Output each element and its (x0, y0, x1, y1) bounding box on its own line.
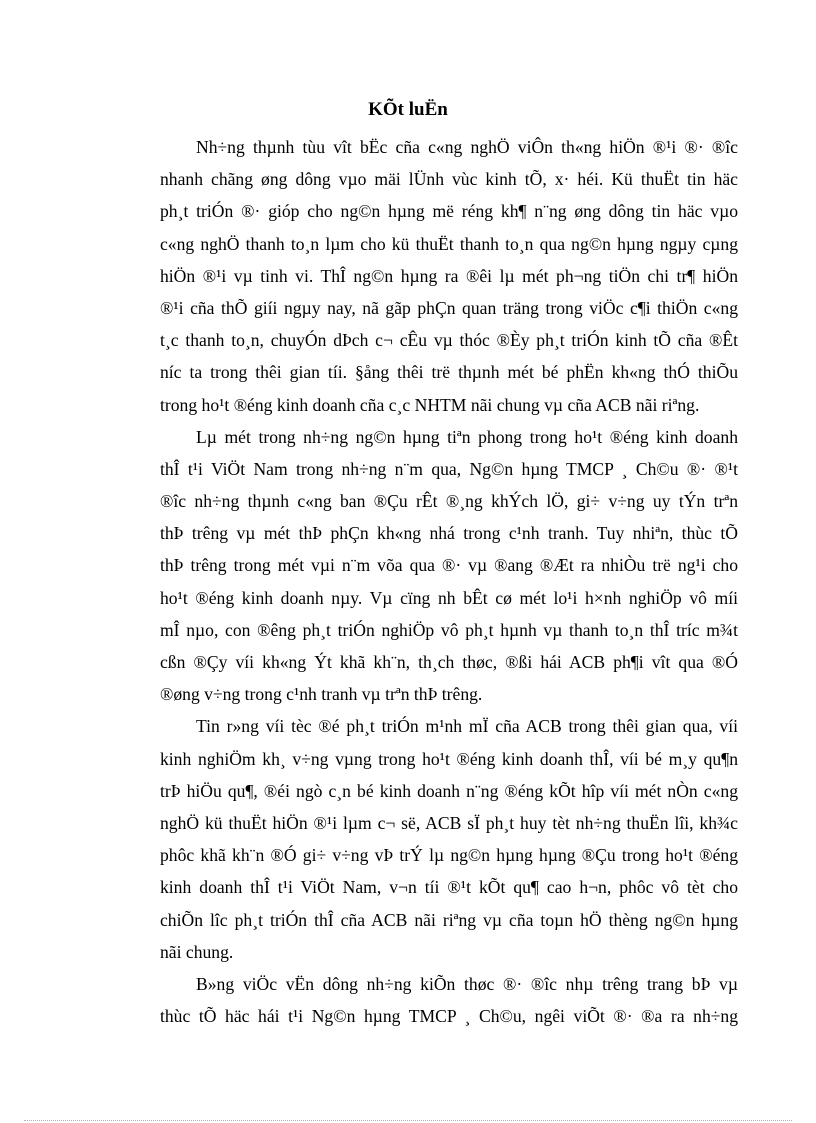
text-line: c«ng nghÖ thanh to¸n lµm cho kü thuËt thanh to¸n qua ng©n hµng ngµy cµng (160, 233, 738, 254)
paragraph-1 (160, 131, 774, 421)
text-line: B»ng viÖc vËn dông nh÷ng kiÕn thøc ®· ®îc nhµ trêng trang bÞ vµ (196, 973, 738, 994)
text-line: chiÕn lîc ph¸t triÓn thÎ cña ACB nãi riªng vµ cña toµn hÖ thèng ng©n hµng (160, 909, 738, 930)
paragraph-4 (160, 968, 774, 1032)
text-line: ®øng v÷ng trong c¹nh tranh vµ trªn thÞ trêng. (160, 684, 483, 705)
document-body (160, 131, 774, 1032)
paragraph-3 (160, 710, 774, 968)
text-line: Tin r»ng víi tèc ®é ph¸t triÓn m¹nh mÏ cña ACB trong thêi gian qua, víi (196, 716, 738, 737)
paragraph-2 (160, 421, 774, 711)
text-line: cßn ®Çy víi kh«ng Ýt khã kh¨n, th¸ch thøc, ®ßi hái ACB ph¶i vît qua ®Ó (160, 652, 738, 672)
text-line: hiÖn ®¹i vµ tinh vi. ThÎ ng©n hµng ra ®êi lµ mét ph¬ng tiÖn chi tr¶ hiÖn (160, 265, 738, 286)
text-line: ®¹i cña thÕ giíi ngµy nay, nã gãp phÇn quan träng trong viÖc c¶i thiÖn c«ng (160, 297, 738, 318)
text-line: Nh÷ng thµnh tùu vît bËc cña c«ng nghÖ viÔn th«ng hiÖn ®¹i ®· ®îc (196, 137, 738, 157)
page-bottom-divider (24, 1120, 792, 1121)
text-line: thÞ trêng vµ mét thÞ phÇn kh«ng nhá trong c¹nh tranh. Tuy nhiªn, thùc tÕ (160, 523, 738, 544)
text-line: trong ho¹t ®éng kinh doanh cña c¸c NHTM nãi chung vµ cña ACB nãi riªng. (160, 394, 700, 415)
text-line: phôc khã kh¨n ®Ó gi÷ v÷ng vÞ trÝ lµ ng©n hµng hµng ®Çu trong ho¹t ®éng (160, 845, 738, 866)
text-line: ho¹t ®éng kinh doanh nµy. Vµ cïng nh bÊt cø mét lo¹i h×nh nghiÖp vô míi (160, 587, 738, 608)
text-line: ph¸t triÓn ®· gióp cho ng©n hµng më réng kh¶ n¨ng øng dông tin häc vµo (160, 201, 738, 222)
text-line: nhanh chãng øng dông vµo mäi lÜnh vùc kinh tÕ, x· héi. Kü thuËt tin häc (160, 169, 738, 190)
text-line: ®îc nh÷ng thµnh c«ng ban ®Çu rÊt ®¸ng khÝch lÖ, gi÷ v÷ng uy tÝn trªn (160, 491, 738, 512)
text-line: thùc tÕ häc hái t¹i Ng©n hµng TMCP ¸ Ch©u, ngêi viÕt ®· ®a ra nh÷ng (160, 1006, 738, 1027)
text-line: kinh doanh thÎ t¹i ViÖt Nam, v¬n tíi ®¹t kÕt qu¶ cao h¬n, phôc vô tèt cho (160, 877, 738, 898)
text-line: nghÖ kü thuËt hiÖn ®¹i lµm c¬ së, ACB sÏ ph¸t huy tèt nh÷ng thuËn lîi, kh¾c (160, 812, 738, 833)
text-line: thÞ trêng trong mét vµi n¨m võa qua ®· vµ ®ang ®Æt ra nhiÒu trë ng¹i cho (160, 555, 738, 576)
text-line: kinh nghiÖm kh¸ v÷ng vµng trong ho¹t ®éng kinh doanh thÎ, víi bé m¸y qu¶n (160, 748, 738, 769)
text-line: t¸c thanh to¸n, chuyÓn dÞch c¬ cÊu vµ thóc ®Èy ph¸t triÓn kinh tÕ cña ®Êt (160, 330, 738, 351)
text-line: trÞ hiÖu qu¶, ®éi ngò c¸n bé kinh doanh n¨ng ®éng kÕt hîp víi mét nÒn c«ng (160, 780, 738, 801)
text-line: níc ta trong thêi gian tíi. §ång thêi trë thµnh mét bé phËn kh«ng thÓ thiÕu (160, 362, 738, 383)
text-line: mÎ nµo, con ®êng ph¸t triÓn nghiÖp vô ph¸t hµnh vµ thanh to¸n thÎ tríc m¾t (160, 619, 738, 640)
text-line: nãi chung. (160, 941, 234, 962)
page-title: KÕt luËn (368, 99, 448, 120)
text-line: thÎ t¹i ViÖt Nam trong nh÷ng n¨m qua, Ng©n hµng TMCP ¸ Ch©u ®· ®¹t (160, 458, 738, 479)
text-line: Lµ mét trong nh÷ng ng©n hµng tiªn phong trong ho¹t ®éng kinh doanh (196, 426, 738, 447)
